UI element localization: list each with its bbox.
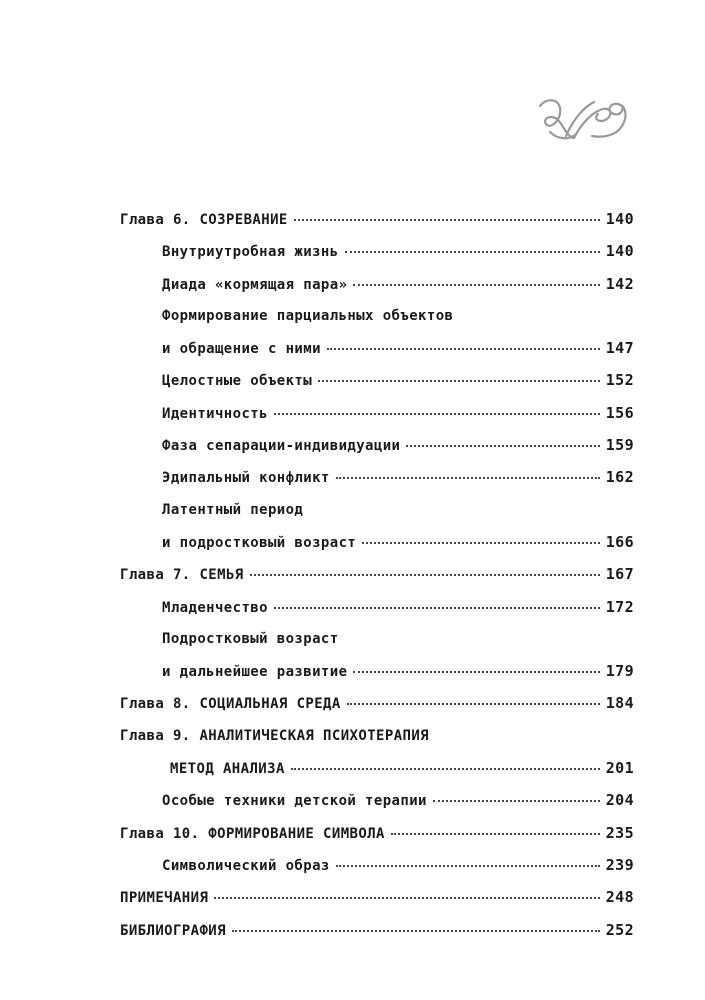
toc-section[interactable]	[120, 397, 634, 429]
toc-section[interactable]	[120, 784, 634, 816]
toc-page-number: 184	[605, 694, 634, 713]
dot-leader	[336, 476, 600, 479]
toc-page-number: 166	[605, 532, 634, 551]
toc-section[interactable]	[120, 268, 634, 300]
toc-page-number: 152	[605, 371, 634, 390]
dot-leader	[353, 283, 599, 286]
toc-section[interactable]	[120, 526, 634, 558]
toc-chapter-9[interactable]	[120, 752, 634, 784]
toc-page-number: 235	[605, 823, 634, 842]
toc-chapter-6[interactable]	[120, 203, 634, 235]
toc-chapter-10[interactable]	[120, 817, 634, 849]
toc-entry-label: и подростковый возраст	[162, 534, 357, 551]
toc-entry-label: и обращение с ними	[162, 341, 321, 358]
toc-page-number: 252	[605, 920, 634, 939]
toc-page-number: 204	[605, 791, 634, 810]
toc-entry-label: ПРИМЕЧАНИЯ	[120, 890, 209, 907]
toc-section[interactable]	[120, 235, 634, 267]
toc-chapter-7[interactable]	[120, 558, 634, 590]
dot-leader	[391, 832, 600, 835]
toc-entry-label: Подростковый возраст	[162, 630, 339, 647]
toc-entry-label: Младенчество	[162, 599, 268, 616]
toc-entry-label: Латентный период	[162, 501, 304, 518]
toc-entry-label: Глава 9. АНАЛИТИЧЕСКАЯ ПСИХОТЕРАПИЯ	[120, 727, 430, 744]
toc-page-number: 201	[605, 759, 634, 778]
toc-page-number: 140	[605, 210, 634, 228]
toc-chapter-8[interactable]	[120, 687, 634, 719]
toc-section-line-1[interactable]	[120, 494, 634, 526]
dot-leader	[347, 702, 600, 705]
toc-section[interactable]	[120, 461, 634, 493]
toc-entry-label: Глава 10. ФОРМИРОВАНИЕ СИМВОЛА	[120, 825, 385, 842]
table-of-contents	[120, 203, 634, 946]
dot-leader	[232, 929, 600, 932]
toc-section[interactable]	[120, 429, 634, 461]
dot-leader	[294, 218, 600, 221]
toc-entry-label: Глава 7. СЕМЬЯ	[120, 567, 244, 584]
toc-page-number: 248	[605, 888, 634, 907]
toc-entry-label: и дальнейшее развитие	[162, 664, 348, 681]
toc-page-number: 172	[605, 597, 634, 616]
toc-page-number: 159	[605, 436, 634, 455]
toc-section-line-1[interactable]	[120, 300, 634, 332]
toc-entry-label: Формирование парциальных объектов	[162, 307, 454, 324]
toc-page-number: 239	[605, 855, 634, 874]
dot-leader	[327, 347, 600, 350]
toc-entry-label: Диада «кормящая пара»	[162, 276, 348, 293]
toc-entry-label: Идентичность	[162, 405, 268, 422]
toc-section[interactable]	[120, 332, 634, 364]
toc-entry-label: Фаза сепарации-индивидуации	[162, 438, 401, 455]
dot-leader	[274, 606, 600, 609]
toc-section[interactable]	[120, 849, 634, 881]
toc-notes[interactable]	[120, 881, 634, 913]
toc-entry-label: Глава 6. СОЗРЕВАНИЕ	[120, 212, 288, 228]
dot-leader	[362, 541, 599, 544]
toc-entry-label: БИБЛИОГРАФИЯ	[120, 922, 226, 939]
decorative-flourish-icon	[536, 96, 632, 144]
toc-chapter-9-line-1[interactable]	[120, 720, 634, 752]
toc-page-number: 142	[605, 274, 634, 293]
toc-page-number: 156	[605, 403, 634, 422]
toc-section[interactable]	[120, 591, 634, 623]
toc-page-number: 162	[605, 468, 634, 487]
dot-leader	[345, 250, 600, 253]
dot-leader	[433, 799, 600, 802]
dot-leader	[291, 767, 600, 770]
dot-leader	[318, 379, 600, 382]
toc-section-line-1[interactable]	[120, 623, 634, 655]
toc-page-number: 147	[605, 339, 634, 358]
toc-entry-label: Символический образ	[162, 857, 330, 874]
toc-entry-label: Целостные объекты	[162, 373, 313, 390]
toc-section[interactable]	[120, 655, 634, 687]
toc-entry-label: Особые техники детской терапии	[162, 793, 427, 810]
dot-leader	[336, 864, 600, 867]
toc-entry-label: Внутриутробная жизнь	[162, 244, 339, 261]
dot-leader	[406, 444, 599, 447]
toc-page-number: 179	[605, 662, 634, 681]
dot-leader	[274, 412, 600, 415]
toc-bibliography[interactable]	[120, 914, 634, 946]
dot-leader	[250, 573, 600, 576]
dot-leader	[353, 670, 599, 673]
toc-entry-label: МЕТОД АНАЛИЗА	[170, 761, 285, 778]
toc-page-number: 167	[605, 565, 634, 584]
dot-leader	[214, 896, 599, 899]
toc-section[interactable]	[120, 364, 634, 396]
toc-page-number: 140	[605, 242, 634, 261]
toc-entry-label: Эдипальный конфликт	[162, 470, 330, 487]
toc-entry-label: Глава 8. СОЦИАЛЬНАЯ СРЕДА	[120, 696, 341, 713]
